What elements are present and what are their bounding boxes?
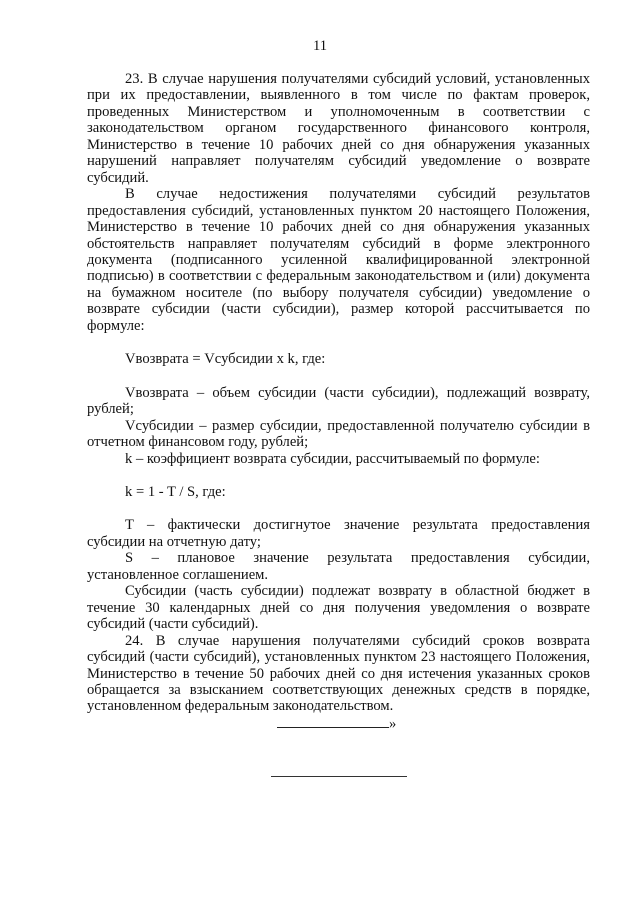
end-rule-line: [271, 776, 407, 777]
definition-vsubsidii: Vсубсидии – размер субсидии, предоставленной получателю субсидии в отчетном финансовом году, рублей;: [87, 417, 590, 451]
spacer: [87, 500, 590, 517]
closing-line: [87, 715, 590, 733]
page-number: 11: [312, 38, 328, 54]
definition-k: k – коэффициент возврата субсидии, рассчитываемый по формуле:: [125, 450, 540, 467]
spacer: [87, 467, 590, 484]
spacer: [87, 368, 590, 385]
formula-vozvrata: Vвозврата = Vсубсидии x k, где:: [125, 351, 326, 368]
definition-vvozvrata: Vвозврата – объем субсидии (части субсидии), подлежащий возврату, рублей;: [87, 384, 590, 418]
spacer: [87, 334, 590, 351]
paragraph-24: 24. В случае нарушения получателями субсидий сроков возврата субсидий (части субсидий), установленных пунктом 23 настоящего Положения, Министерство в течение 50 рабочих дней со дня истечения указанных сроков обращается за взысканием соответствующих денежных средств в порядке, установленном федеральным законодательством.: [87, 632, 590, 715]
formula-k: k = 1 - T / S, где:: [125, 483, 226, 500]
closing-quote-mark: »: [389, 715, 397, 732]
closing-underline: [277, 715, 389, 728]
paragraph-23: 23. В случае нарушения получателями субсидий условий, установленных при их предоставлении, выявленного в том числе по фактам проверок, проведенных Министерством и уполномоченным в соответствии с законодательством органом государственного финансового контроля, Министерство в течение 10 рабочих дней со дня обнаружения указанных нарушений направляет получателям субсидий уведомление о возврате субсидий.: [87, 71, 590, 186]
definition-t: T – фактически достигнутое значение результата предоставления субсидии на отчетную дату;: [87, 517, 590, 550]
document-body: [87, 71, 590, 733]
paragraph-return: Субсидии (часть субсидии) подлежат возврату в областной бюджет в течение 30 календарных дней со дня получения уведомления о возврате субсидий (части субсидий).: [87, 583, 590, 633]
paragraph-nedostizhenie: В случае недостижения получателями субсидий результатов предоставления субсидий, установленных пунктом 20 настоящего Положения, Министерство в течение 10 рабочих дней со дня обнаружения указанных обстоятельств направляет получателям субсидий в форме электронного документа (подписанного усиленной квалифицированной электронной подписью) в соответствии с федеральным законодательством и (или) документа на бумажном носителе (по выбору получателя субсидии) уведомление о возврате субсидии (части субсидии), размер которой рассчитывается по формуле:: [87, 186, 590, 334]
definition-s: S – плановое значение результата предоставления субсидии, установленное соглашением.: [87, 550, 590, 583]
